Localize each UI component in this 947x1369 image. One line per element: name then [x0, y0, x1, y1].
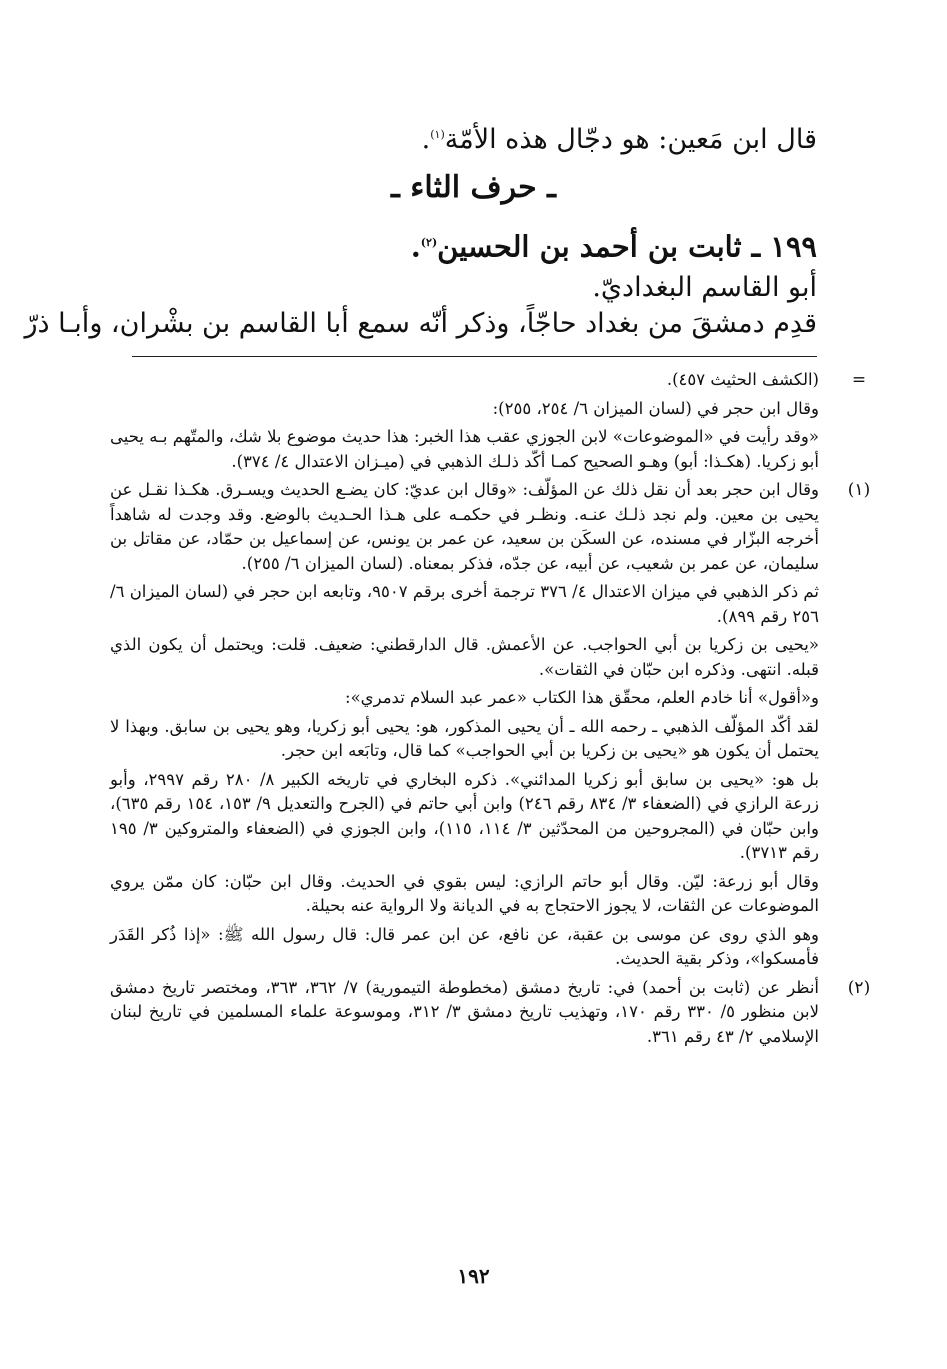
footnote-paragraph: أنظر عن (ثابت بن أحمد) في: تاريخ دمشق (مخطوطة التيمورية) ٧/ ٣٦٢، ٣٦٣، ومختصر تاريخ دمشق لابن منظور ٥/ ٣٣٠ رقم ١٧٠، وتهذيب تاريخ دمشق ٣/ ٣١٢، وموسوعة علماء المسلمين في تاريخ لبنان الإسلامي ٢/ ٤٣ رقم ٣٦١. — [110, 977, 820, 1046]
opening-line — [127, 117, 817, 158]
footnote-paragraph: و«أقول» أنا خادم العلم، محقّق هذا الكتاب «عمر عبد السلام تدمري»: — [345, 688, 819, 707]
footnote-paragraph: وقال أبو زرعة: ليّن. وقال أبو حاتم الرازي: ليس بقوي في الحديث. وقال ابن حبّان: كان ممّن يروي الموضوعات عن الثقات، لا يجوز الاحتجاج به في الديانة ولا الرواية عنه بحيلة. — [110, 871, 819, 915]
footnote-paragraph: وقال ابن حجر بعد أن نقل ذلك عن المؤلّف: «وقال ابن عديّ: كان يضـع الحديث ويسـرق. هكـذا نقـل عن يحيى بن معين. ولم نجد ذلـك عنـه. ونظـر في حكمـه على هـذا الحـديث بالوضع. وقد وجدت له شاهداً أخرجه البزّار في مسنده، عن السكَن بن سعيد، عن عمر بن يونس، عن إسماعيل بن حمّاد، عن مقاتل بن سليمان، عن عمر بن شعيب، عن أبيه، عن جدّه، فذكر بمعناه. (لسان الميزان ٦/ ٢٥٥). — [110, 480, 819, 573]
footnote-ref-1[interactable]: (١) — [430, 128, 445, 141]
footnote-ref-2[interactable]: (٢) — [420, 236, 438, 249]
footnote-2-marker: (٢) — [847, 977, 871, 998]
footnote-paragraph: وهو الذي روى عن موسى بن عقبة، عن نافع، عن ابن عمر قال: قال رسول الله ﷺ: «إذا ذُكر القَدَر فأمسكوا»، وذكر بقية الحديث. — [110, 924, 819, 968]
entry-kunya: أبو القاسم البغداديّ. — [592, 272, 817, 303]
opening-line-end: . — [421, 124, 431, 155]
continuation-marker: = — [851, 370, 867, 390]
footnote-paragraph: وقال ابن حجر في (لسان الميزان ٦/ ٢٥٤، ٢٥٥): — [492, 398, 819, 418]
footnote-paragraph: بل هو: «يحيى بن سابق أبو زكريا المدائني». ذكره البخاري في تاريخه الكبير ٨/ ٢٨٠ رقم ٢٩٩٧، وأبو زرعة الرازي في (الضعفاء ٣/ ٨٣٤ رقم ٢٤٦) وابن أبي حاتم في (الجرح والتعديل ٩/ ١٥٣، ١٥٤ رقم ٦٣٥)، وابن حبّان في (المجروحين من المحدّثين ٣/ ١١٤، ١١٥)، وابن الجوزي في (الضعفاء والمتروكين ٣/ ١٩٥ رقم ٣٧١٣). — [110, 769, 820, 862]
footnote-paragraph: لقد أكّد المؤلّف الذهبي ـ رحمه الله ـ أن يحيى المذكور، هو: يحيى أبو زكريا، وهو يحيى بن سابق. وبهذا لا يحتمل أن يكون هو «يحيى بن زكريا بن أبي الحواجب» كما قال، وتابَعه ابن حجر. — [110, 716, 819, 760]
footnote-1 — [110, 478, 871, 972]
footnote-continuation — [110, 368, 867, 474]
section-heading: ـ حرف الثاء ـ — [391, 170, 556, 205]
footnote-paragraph: ثم ذكر الذهبي في ميزان الاعتدال ٤/ ٣٧٦ ترجمة أخرى برقم ٩٥٠٧، وتابعه ابن حجر في (لسان الميزان ٦/ ٢٥٦ رقم ٨٩٩). — [110, 582, 819, 626]
footnote-2 — [110, 976, 871, 1050]
footnote-paragraph: «يحيى بن زكريا بن أبي الحواجب. عن الأعمش. قال الدارقطني: ضعيف. قلت: ويحتمل أن يكون الذي قبله. انتهى. وذكره ابن حبّان في الثقات». — [110, 635, 819, 679]
footnote-separator — [132, 356, 817, 357]
opening-line-text: قال ابن مَعين: هو دجّال هذه الأمّة — [444, 124, 817, 155]
entry-title-text: ١٩٩ ـ ثابت بن أحمد بن الحسين — [437, 229, 817, 264]
footnote-paragraph: «وقد رأيت في «الموضوعات» لابن الجوزي عقب هذا الخبر: هذا حديث موضوع بلا شك، والمتّهم بـه يحيى أبو زكريا. (هكـذا: أبو) وهـو الصحيح كمـا أكّد ذلـك الذهبي في (ميـزان الاعتدال ٤/ ٣٧٤). — [110, 427, 819, 471]
footnote-paragraph: (الكشف الحثيث ٤٥٧). — [666, 370, 819, 389]
footnote-1-marker: (١) — [847, 480, 871, 500]
footnotes — [110, 368, 871, 1049]
entry-title — [127, 225, 817, 265]
entry-title-end: . — [410, 229, 421, 264]
page-number: ١٩٢ — [457, 1264, 490, 1288]
entry-body-line: قدِم دمشقَ من بغداد حاجّاً، وذكر أنّه سمع أبا القاسم بن بشْران، وأبـا ذرّ — [24, 308, 817, 339]
